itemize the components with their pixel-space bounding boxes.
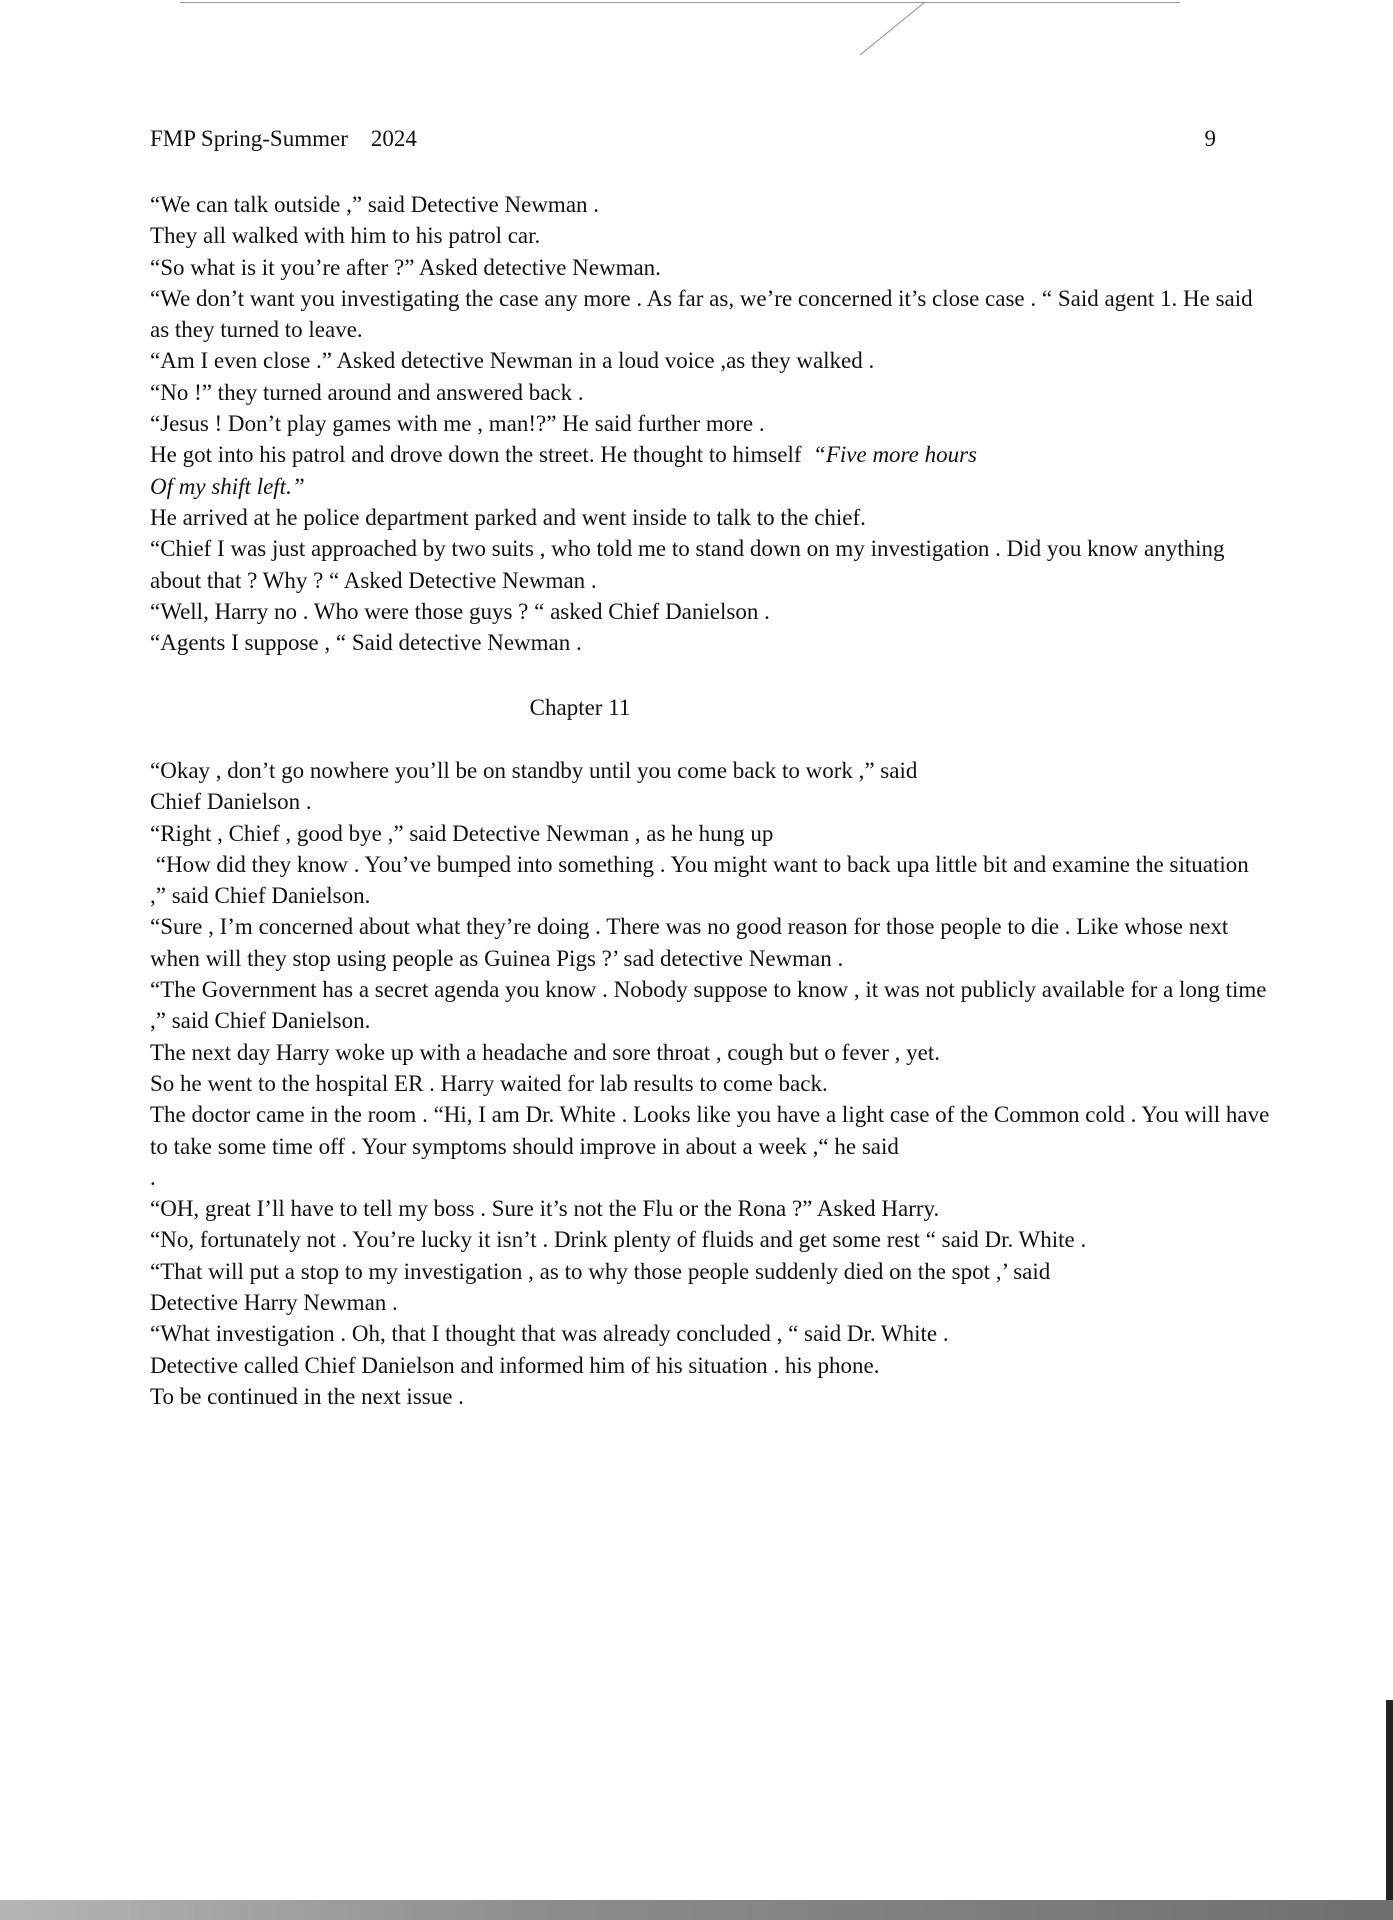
scan-edge-shadow [1386,1700,1393,1900]
paragraph: “Agents I suppose , “ Said detective Newman . [150,630,582,656]
paragraph: “We don’t want you investigating the case any more . As far as, we’re concerned it’s close case . “ Said agent 1. He said as they turned to leave. [150,285,1253,343]
paragraph: “What investigation . Oh, that I thought that was already concluded , “ said Dr. White . [150,1321,949,1347]
italic-thought: “Five more hours [813,442,978,468]
paragraph: “Am I even close .” Asked detective Newman in a loud voice ,as they walked . [150,348,875,374]
paragraph: “Jesus ! Don’t play games with me , man!?” He said further more . [150,411,765,437]
paragraph: “Okay , don’t go nowhere you’ll be on standby until you come back to work ,” said [150,758,918,783]
paragraph: They all walked with him to his patrol car. [150,223,541,249]
paragraph: To be continued in the next issue . [150,1383,464,1409]
paragraph: “We can talk outside ,” said Detective Newman . [150,192,600,217]
paragraph: The doctor came in the room . “Hi, I am Dr. White . Looks like you have a light case of the Common cold . You will have to take some time off . Your symptoms should improve in about a week ,“ he said [150,1102,1270,1159]
paragraph: “That will put a stop to my investigation , as to why those people suddenly died on the spot ,’ said [150,1258,1051,1284]
paragraph: “Sure , I’m concerned about what they’re doing . There was no good reason for those people to die . Like whose next when will they stop using people as Guinea Pigs ?’ sad detective Newman . [150,914,1229,971]
publication-title: FMP Spring-Summer 2024 [150,126,417,151]
paragraph: . [150,1164,156,1190]
paragraph: So he went to the hospital ER . Harry waited for lab results to come back. [150,1070,828,1096]
paragraph: “The Government has a secret agenda you know . Nobody suppose to know , it was not publicly available for a long time ,” said Chief Danielson. [150,977,1267,1034]
paragraph: “So what is it you’re after ?” Asked detective Newman. [150,254,661,280]
paragraph-with-thought [150,439,1270,470]
paragraph: “No, fortunately not . You’re lucky it isn’t . Drink plenty of fluids and get some rest “ said Dr. White . [150,1227,1087,1253]
paragraph: “How did they know . You’ve bumped into something . You might want to back upa little bit and examine the situation ,” said Chief Danielson. [150,851,1255,909]
scan-bottom-edge [0,1900,1393,1920]
story-text-part-2 [150,755,1270,1412]
paragraph: The next day Harry woke up with a headache and sore throat , cough but o fever , yet. [150,1039,941,1065]
story-text-part-1 [150,189,1270,658]
paragraph-text: He got into his patrol and drove down the street. He thought to himself [150,442,802,468]
page-header [150,126,1216,158]
paragraph: “Well, Harry no . Who were those guys ? “ asked Chief Danielson . [150,598,770,624]
paragraph: “OH, great I’ll have to tell my boss . Sure it’s not the Flu or the Rona ?” Asked Harry. [150,1196,940,1222]
paragraph: Detective Harry Newman . [150,1290,398,1316]
paragraph: “No !” they turned around and answered back . [150,379,584,405]
chapter-heading: Chapter 11 [529,695,631,720]
paragraph: “Right , Chief , good bye ,” said Detective Newman , as he hung up [150,820,774,846]
scan-artifact-diagonal [840,0,930,60]
paragraph: “Chief I was just approached by two suits , who told me to stand down on my investigation . Did you know anything about that ? Why ? “ Asked Detective Newman . [150,536,1225,593]
paragraph: He arrived at he police department parked and went inside to talk to the chief. [150,504,866,530]
paragraph: Chief Danielson . [150,789,312,815]
scan-artifact-line [180,2,1180,3]
paragraph: Detective called Chief Danielson and informed him of his situation . his phone. [150,1352,880,1378]
italic-thought: Of my shift left.” [150,473,305,499]
paragraph [150,471,1270,502]
page-number: 9 [1204,126,1216,151]
